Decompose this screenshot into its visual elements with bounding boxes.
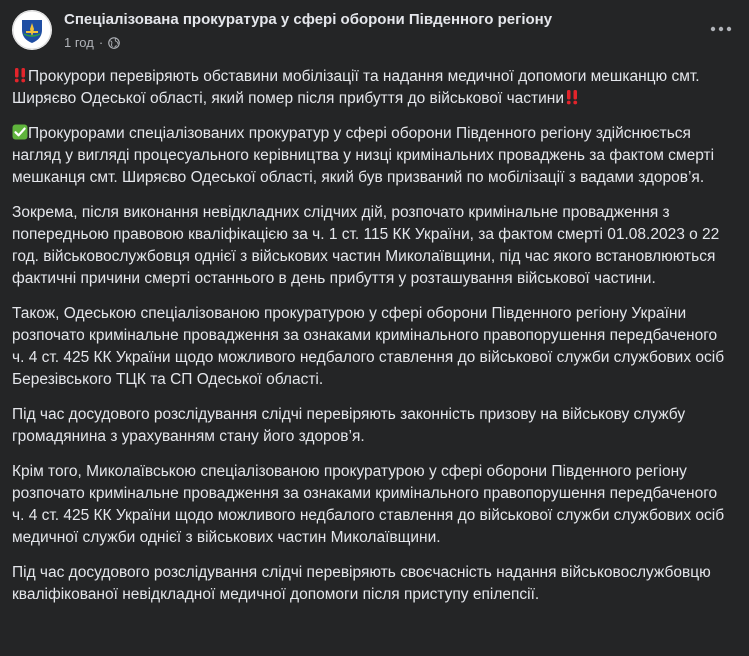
post-paragraph — [12, 66, 732, 110]
globe-icon[interactable] — [108, 37, 120, 49]
page-name-link[interactable]: Спеціалізована прокуратура у сфері оборони Південного регіону — [64, 11, 553, 28]
post-meta — [64, 35, 120, 50]
more-options-button[interactable] — [707, 18, 735, 40]
post-paragraph: Під час досудового розслідування слідчі перевіряють своєчасність надання військовослужбовцю кваліфікованої невідкладної медичної допомоги після приступу епілепсії. — [12, 564, 711, 603]
meta-separator: · — [98, 35, 104, 50]
page-avatar[interactable] — [12, 10, 52, 50]
post-header — [0, 0, 749, 60]
post-timestamp[interactable]: 1 год — [64, 35, 94, 50]
paragraph-text: Прокурори перевіряють обставини мобілізації та надання медичної допомоги мешканцю смт. Ширяєво Одеської області, який помер після прибуття до військової частини — [12, 68, 700, 107]
post-paragraph: Зокрема, після виконання невідкладних слідчих дій, розпочато кримінальне провадження з попередньою правовою кваліфікацією за ч. 1 ст. 115 КК України, за фактом смерті 01.08.2023 о 22 год. військовослужбовця однієї з військових частин Миколаївщини, під час якого встановлюються фактичні причини смерті останнього в день прибуття у розташування військової частини. — [12, 204, 720, 287]
post-content — [12, 66, 732, 619]
prosecutor-emblem-icon — [12, 10, 52, 50]
double-exclamation-icon — [564, 89, 580, 105]
more-options-icon — [710, 26, 732, 32]
post-paragraph: Крім того, Миколаївською спеціалізованою прокуратурою у сфері оборони Південного регіону розпочато кримінальне провадження за ознаками кримінального правопорушення передбаченого ч. 4 ст. 425 КК України щодо можливого недбалого ставлення до військової служби службових осіб медичної служби однієї з військових частин Миколаївщини. — [12, 463, 725, 546]
post-paragraph — [12, 123, 732, 189]
post-paragraph: Також, Одеською спеціалізованою прокуратурою у сфері оборони Південного регіону України розпочато кримінальне провадження за ознаками кримінального правопорушення передбаченого ч. 4 ст. 425 КК України щодо можливого недбалого ставлення до військової служби службових осіб Березівського ТЦК та СП Одеської області. — [12, 305, 725, 388]
double-exclamation-icon — [12, 67, 28, 83]
check-mark-button-icon — [12, 124, 28, 140]
paragraph-text: Прокурорами спеціалізованих прокуратур у сфері оборони Південного регіону здійснюється нагляд у вигляді процесуального керівництва у низці кримінальних проваджень за фактом смерті мешканця смт. Ширяєво Одеської області, який був призваний по мобілізації з вадами здоров’я. — [12, 125, 715, 186]
post-paragraph: Під час досудового розслідування слідчі перевіряють законність призову на військову службу громадянина з урахуванням стану його здоров’я. — [12, 406, 686, 445]
